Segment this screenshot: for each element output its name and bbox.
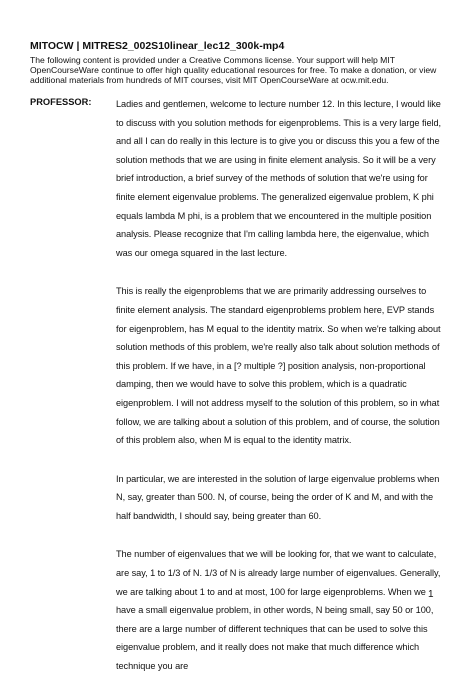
transcript-body [116,95,446,696]
transcript-paragraph: The number of eigenvalues that we will be looking for, that we want to calculate, are say, 1 to 1/3 of N. 1/3 of N is already large number of eigenvalues. Generally, we are talking about 1 to and at most, 100 for large eigenproblems. When we have a small eigenvalue problem, in other words, N being small, say 50 or 100, there are a large number of different techniques that can be used to solve this eigenvalue problem, and it really does not make that much difference which technique you are [116,549,441,672]
transcript-paragraph: This is really the eigenproblems that we are primarily addressing ourselves to finite element analysis. The standard eigenproblems problem here, EVP stands for eigenproblem, has M equal to the identity matrix. So when we're talking about solution methods of this problem, we're really also talk about solution methods of this problem. If we have, in a [? multiple ?] position analysis, non-proportional damping, then we would have to solve this problem, which is a quadratic eigenproblem. I will not address myself to the solution of this problem, so in what follow, we are talking about a solution of this problem, and of course, the solution of this problem also, when M is equal to the identity matrix. [116,286,441,446]
page-number: 1 [428,589,434,600]
speaker-label: PROFESSOR: [30,97,92,107]
document-title: MITOCW | MITRES2_002S10linear_lec12_300k-mp4 [30,40,285,52]
transcript-paragraph: In particular, we are interested in the solution of large eigenvalue problems when N, say, greater than 500. N, of course, being the order of K and M, and with the half bandwidth, I should say, being greater than 60. [116,473,440,521]
license-notice: The following content is provided under a Creative Commons license. Your support will help MIT OpenCourseWare continue to offer high quality educational resources for free. To make a donation, or view additional materials from hundreds of MIT courses, visit MIT OpenCourseWare at ocw.mit.edu. [30,55,437,85]
transcript-paragraph: Ladies and gentlemen, welcome to lecture number 12. In this lecture, I would like to discuss with you solution methods for eigenproblems. This is a very large field, and all I can do really in this lecture is to give you or discuss this you a few of the solution methods that we are using in finite element analysis. So it will be a very brief introduction, a brief survey of the methods of solution that we're using for finite element eigenvalue problems. The generalized eigenvalue problem, K phi equals lambda M phi, is a problem that we encountered in the multiple position analysis. Please recognize that I'm calling lambda here, the eigenvalue, which was our omega squared in the last lecture. [116,99,442,258]
